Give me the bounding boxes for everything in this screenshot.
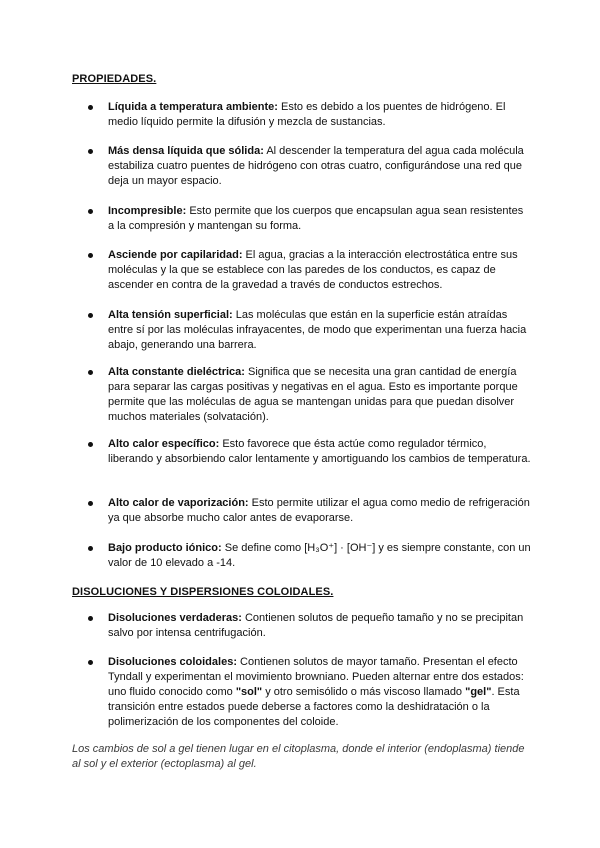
list-item <box>108 496 532 526</box>
bullet-icon <box>88 313 93 318</box>
bullet-icon <box>88 616 93 621</box>
item-text: Contienen solutos de pequeño tamaño y no se precipitan salvo por intensa centrifugación. <box>108 612 524 639</box>
section-heading-propiedades: PROPIEDADES. <box>72 73 157 85</box>
sol-term: "sol" <box>235 686 263 698</box>
item-term: Alto calor de vaporización: <box>108 497 249 509</box>
list-item <box>108 308 532 353</box>
item-text: Esto permite que los cuerpos que encapsulan agua sean resistentes a la compresión y mantengan su forma. <box>108 205 524 232</box>
bullet-icon <box>88 253 93 258</box>
list-item <box>108 100 532 130</box>
bullet-icon <box>88 209 93 214</box>
bullet-icon <box>88 546 93 551</box>
list-item <box>108 144 532 189</box>
item-term: Líquida a temperatura ambiente: <box>108 101 278 113</box>
list-item <box>108 248 532 293</box>
item-term: Alto calor específico: <box>108 438 220 450</box>
list-item <box>108 611 532 641</box>
item-text: Esto permite utilizar el agua como medio de refrigeración ya que absorbe mucho calor antes de evaporarse. <box>108 497 530 524</box>
item-text: y otro semisólido o más viscoso llamado <box>262 686 466 698</box>
item-term: Disoluciones coloidales: <box>108 656 237 668</box>
item-text: Las moléculas que están en la superficie están atraídas entre sí por las moléculas infrayacentes, de modo que experimentan una fuerza hacia abajo, generando una barrera. <box>108 309 527 351</box>
item-term: Incompresible: <box>108 205 187 217</box>
item-text: . Esta transición entre estados puede deberse a factores como la deshidratación o la polimerización de los componentes del coloide. <box>108 686 520 728</box>
list-item <box>108 204 532 234</box>
item-term: Más densa líquida que sólida: <box>108 145 264 157</box>
item-term: Alta tensión superficial: <box>108 309 233 321</box>
bullet-icon <box>88 660 93 665</box>
item-term: Alta constante dieléctrica: <box>108 366 245 378</box>
item-text: El agua, gracias a la interacción electrostática entre sus moléculas y la que se establece con las paredes de los conductos, es capaz de ascender en contra de la gravedad a través de conductos estrechos. <box>108 249 518 291</box>
item-text: Esto favorece que ésta actúe como regulador térmico, liberando y absorbiendo calor lentamente y amortiguando los cambios de temperatura. <box>108 438 531 465</box>
item-text: Significa que se necesita una gran cantidad de energía para separar las cargas positivas y negativas en el agua. Esto es importante porque permite que las moléculas de agua se mantengan unidas para que puedan disolver muchos materiales (solvatación). <box>108 366 518 423</box>
item-text: Al descender la temperatura del agua cada molécula estabiliza cuatro puentes de hidrógeno con otras cuatro, configurándose una red que deja un mayor espacio. <box>108 145 524 187</box>
bullet-icon <box>88 149 93 154</box>
closing-note: Los cambios de sol a gel tienen lugar en el citoplasma, donde el interior (endoplasma) tiende al sol y el exterior (ectoplasma) al gel. <box>72 743 525 770</box>
bullet-icon <box>88 501 93 506</box>
item-term: Bajo producto iónico: <box>108 542 222 554</box>
item-text: Contienen solutos de mayor tamaño. Presentan el efecto Tyndall y experimentan el movimiento browniano. Pueden alternar entre dos estados: uno fluido conocido como <box>108 656 524 698</box>
item-term: Disoluciones verdaderas: <box>108 612 242 624</box>
bullet-icon <box>88 442 93 447</box>
bullet-icon <box>88 370 93 375</box>
gel-term: "gel" <box>465 686 492 698</box>
list-item <box>108 437 532 467</box>
section-heading-disoluciones: DISOLUCIONES Y DISPERSIONES COLOIDALES. <box>72 586 334 598</box>
list-item <box>108 365 532 425</box>
item-term: Asciende por capilaridad: <box>108 249 243 261</box>
list-item <box>108 541 532 571</box>
list-item <box>108 655 532 730</box>
bullet-icon <box>88 105 93 110</box>
item-text: Se define como [H₃O⁺] · [OH⁻] y es siempre constante, con un valor de 10 elevado a -14. <box>108 542 531 569</box>
item-text: Esto es debido a los puentes de hidrógeno. El medio líquido permite la difusión y mezcla de sustancias. <box>108 101 506 128</box>
